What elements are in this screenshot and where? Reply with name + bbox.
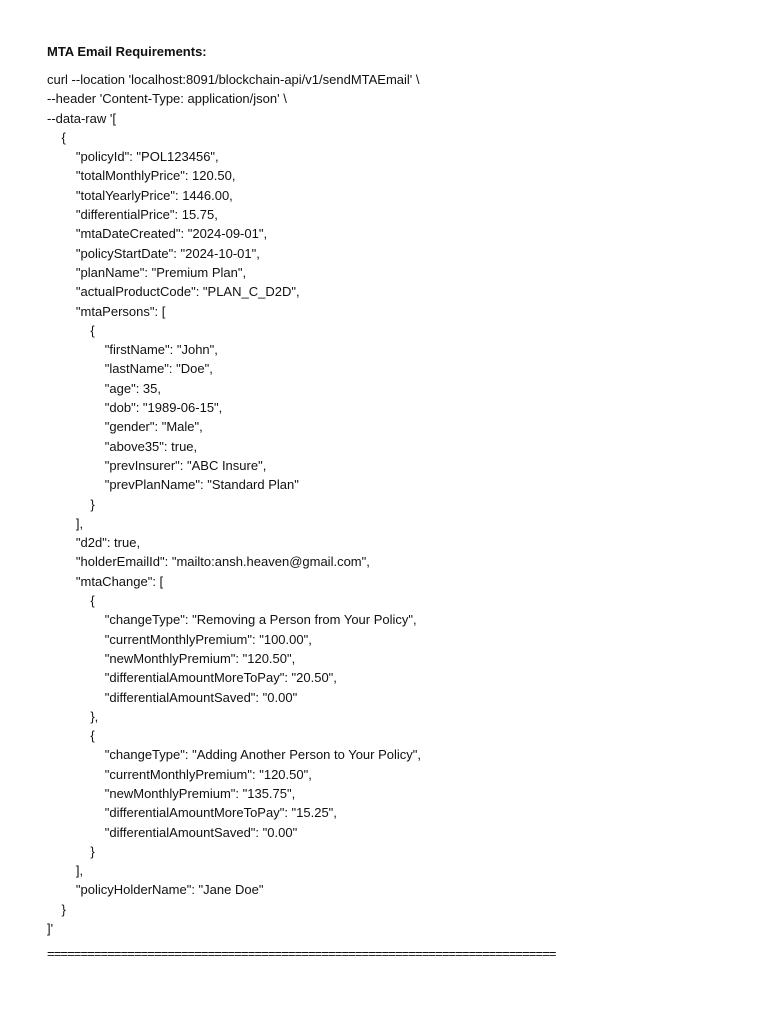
code-line: "changeType": "Removing a Person from Your Policy", (47, 612, 417, 628)
document-heading: MTA Email Requirements: (47, 44, 207, 59)
code-line: "gender": "Male", (47, 419, 203, 435)
curl-code-block (47, 70, 421, 938)
code-line: "newMonthlyPremium": "135.75", (47, 785, 296, 801)
code-line: "prevPlanName": "Standard Plan" (47, 477, 299, 493)
code-line: "mtaPersons": [ (47, 303, 166, 319)
code-line: "mtaDateCreated": "2024-09-01", (47, 226, 268, 242)
code-line: "firstName": "John", (47, 342, 218, 358)
code-line: ], (47, 863, 84, 879)
code-line: "changeType": "Adding Another Person to Your Policy", (47, 747, 422, 763)
code-line: "lastName": "Doe", (47, 361, 213, 377)
code-line: "differentialPrice": 15.75, (47, 207, 218, 223)
code-line: "differentialAmountMoreToPay": "15.25", (47, 805, 337, 821)
code-line: "holderEmailId": "mailto:ansh.heaven@gmail.com", (47, 554, 370, 570)
code-line: "age": 35, (47, 380, 162, 396)
code-line: "differentialAmountSaved": "0.00" (47, 689, 298, 705)
code-line: "planName": "Premium Plan", (47, 264, 247, 280)
code-line: "policyId": "POL123456", (47, 149, 219, 165)
code-line: } (47, 843, 95, 859)
code-line: "above35": true, (47, 438, 198, 454)
code-line: { (47, 728, 95, 744)
code-line: } (47, 901, 66, 917)
code-line: "currentMonthlyPremium": "120.50", (47, 766, 312, 782)
code-line: "differentialAmountSaved": "0.00" (47, 824, 298, 840)
code-line: ], (47, 515, 84, 531)
code-line: --data-raw '[ (47, 110, 116, 126)
code-line: { (47, 593, 95, 609)
code-line: }, (47, 708, 99, 724)
code-line: ]' (47, 921, 54, 937)
code-line: "dob": "1989-06-15", (47, 400, 223, 416)
code-line: "mtaChange": [ (47, 573, 164, 589)
code-line: "d2d": true, (47, 535, 141, 551)
code-line: "newMonthlyPremium": "120.50", (47, 650, 296, 666)
code-line: } (47, 496, 95, 512)
code-line: { (47, 322, 95, 338)
code-line: --header 'Content-Type: application/json' \ (47, 91, 287, 107)
code-line: "differentialAmountMoreToPay": "20.50", (47, 670, 337, 686)
code-line: "totalYearlyPrice": 1446.00, (47, 187, 233, 203)
code-line: "actualProductCode": "PLAN_C_D2D", (47, 284, 300, 300)
code-line: { (47, 129, 66, 145)
code-line: curl --location 'localhost:8091/blockchain-api/v1/sendMTAEmail' \ (47, 72, 420, 87)
code-line: "totalMonthlyPrice": 120.50, (47, 168, 236, 184)
code-line: "policyHolderName": "Jane Doe" (47, 882, 264, 898)
separator-line: ============================================================================ (47, 946, 556, 961)
code-line: "policyStartDate": "2024-10-01", (47, 245, 260, 261)
code-line: "prevInsurer": "ABC Insure", (47, 457, 267, 473)
code-line: "currentMonthlyPremium": "100.00", (47, 631, 312, 647)
